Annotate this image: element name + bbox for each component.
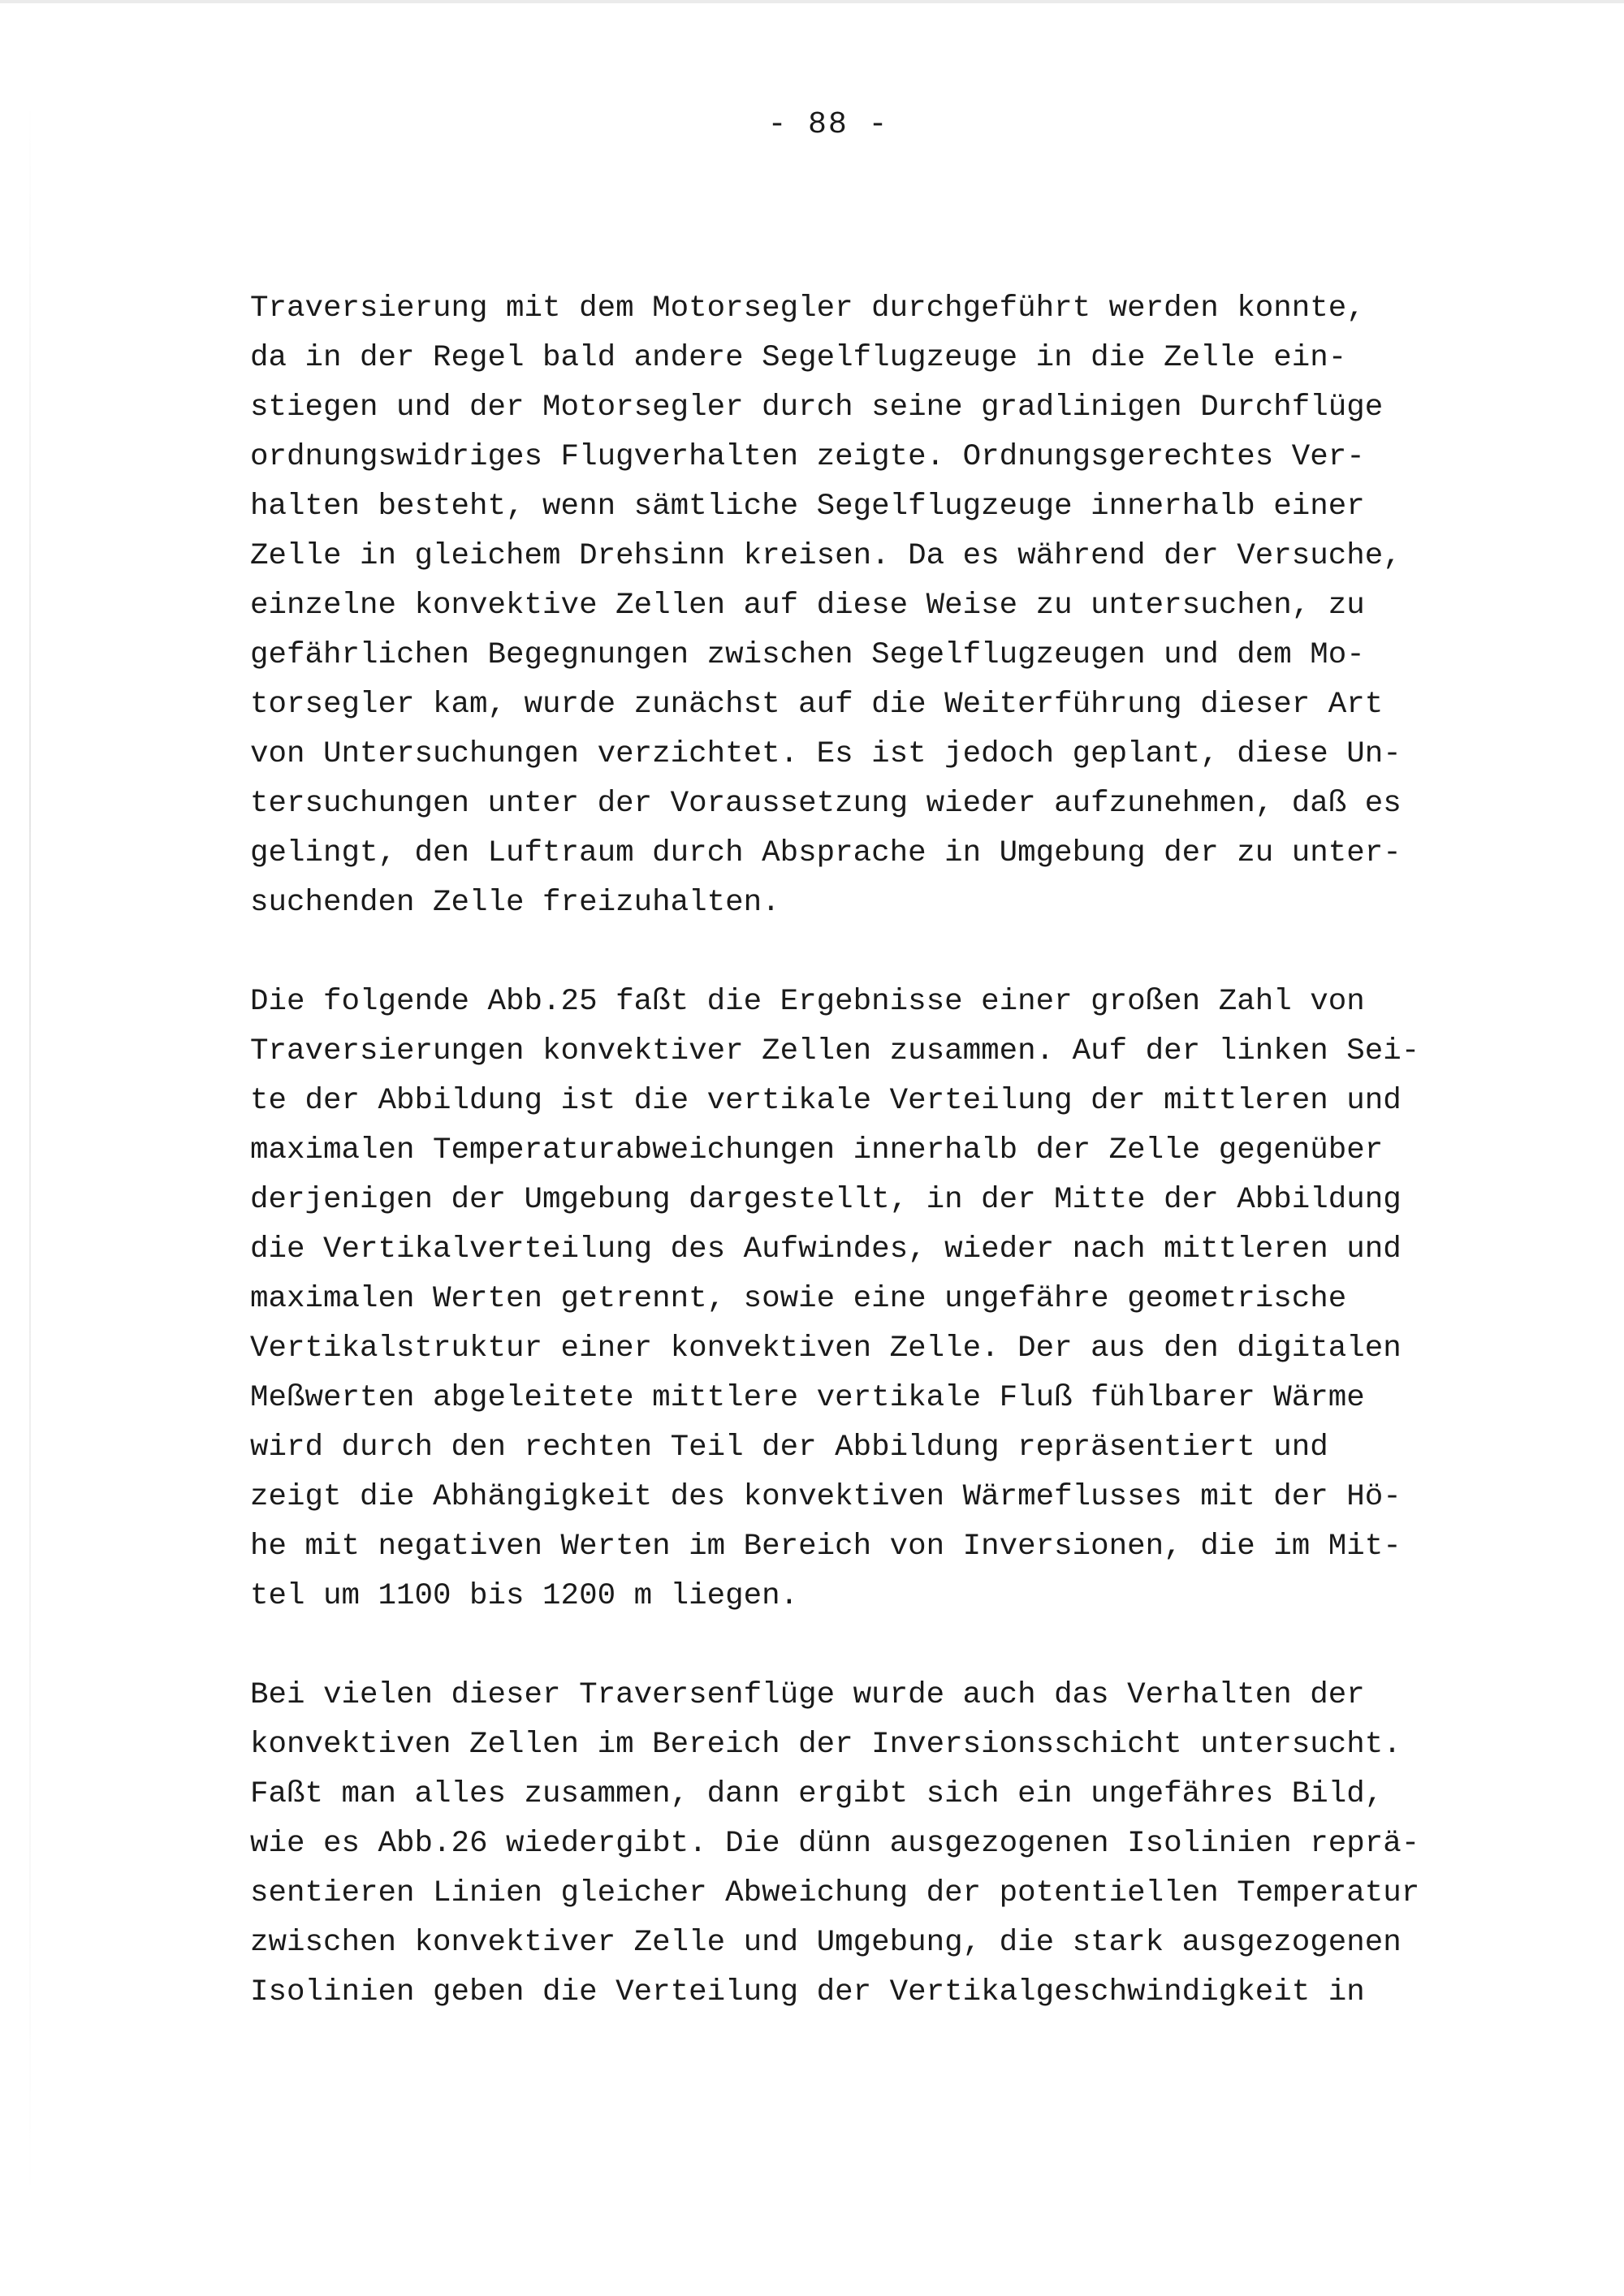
text-line: maximalen Temperaturabweichungen innerhalb der Zelle gegenüber — [250, 1133, 1384, 1167]
text-line: Traversierungen konvektiver Zellen zusammen. Auf der linken Sei- — [250, 1034, 1420, 1068]
text-line: einzelne konvektive Zellen auf diese Weise zu untersuchen, zu — [250, 589, 1365, 623]
text-line: Zelle in gleichem Drehsinn kreisen. Da es während der Versuche, — [250, 539, 1402, 573]
text-line: gefährlichen Begegnungen zwischen Segelflugzeugen und dem Mo- — [250, 638, 1365, 672]
paragraph-1 — [250, 284, 1517, 928]
text-line: Die folgende Abb.25 faßt die Ergebnisse einer großen Zahl von — [250, 985, 1365, 1019]
text-line: sentieren Linien gleicher Abweichung der potentiellen Temperatur — [250, 1876, 1420, 1910]
text-line: ordnungswidriges Flugverhalten zeigte. Ordnungsgerechtes Ver- — [250, 440, 1365, 474]
text-line: wie es Abb.26 wiedergibt. Die dünn ausgezogenen Isolinien reprä- — [250, 1827, 1420, 1861]
text-line: zeigt die Abhängigkeit des konvektiven Wärmeflusses mit der Hö- — [250, 1480, 1402, 1514]
paragraph-3 — [250, 1671, 1517, 2018]
page-number: - 88 - — [767, 107, 889, 142]
text-line: derjenigen der Umgebung dargestellt, in der Mitte der Abbildung — [250, 1183, 1402, 1217]
page-top-edge — [0, 0, 1624, 3]
text-line: he mit negativen Werten im Bereich von Inversionen, die im Mit- — [250, 1530, 1402, 1564]
text-line: torsegler kam, wurde zunächst auf die Weiterführung dieser Art — [250, 688, 1384, 722]
text-line: da in der Regel bald andere Segelflugzeuge in die Zelle ein- — [250, 341, 1347, 375]
text-line: maximalen Werten getrennt, sowie eine ungefähre geometrische — [250, 1282, 1347, 1316]
text-line: gelingt, den Luftraum durch Absprache in Umgebung der zu unter- — [250, 836, 1402, 870]
text-line: tel um 1100 bis 1200 m liegen. — [250, 1579, 799, 1613]
text-line: te der Abbildung ist die vertikale Verteilung der mittleren und — [250, 1084, 1402, 1118]
text-line: die Vertikalverteilung des Aufwindes, wieder nach mittleren und — [250, 1232, 1402, 1267]
scan-edge-line — [29, 97, 31, 2208]
text-line: Traversierung mit dem Motorsegler durchgeführt werden konnte, — [250, 291, 1365, 326]
text-line: Meßwerten abgeleitete mittlere vertikale Fluß fühlbarer Wärme — [250, 1381, 1365, 1415]
text-line: Isolinien geben die Verteilung der Vertikalgeschwindigkeit in — [250, 1975, 1365, 2009]
text-line: wird durch den rechten Teil der Abbildung repräsentiert und — [250, 1431, 1328, 1465]
text-line: von Untersuchungen verzichtet. Es ist jedoch geplant, diese Un- — [250, 737, 1402, 771]
paragraph-2 — [250, 978, 1517, 1621]
body-text — [250, 284, 1517, 2067]
text-line: Faßt man alles zusammen, dann ergibt sich ein ungefähres Bild, — [250, 1777, 1384, 1811]
text-line: halten besteht, wenn sämtliche Segelflugzeuge innerhalb einer — [250, 490, 1365, 524]
text-line: Bei vielen dieser Traversenflüge wurde auch das Verhalten der — [250, 1678, 1365, 1712]
text-line: stiegen und der Motorsegler durch seine gradlinigen Durchflüge — [250, 391, 1384, 425]
text-line: Vertikalstruktur einer konvektiven Zelle. Der aus den digitalen — [250, 1331, 1402, 1366]
text-line: zwischen konvektiver Zelle und Umgebung, die stark ausgezogenen — [250, 1926, 1402, 1960]
text-line: tersuchungen unter der Voraussetzung wieder aufzunehmen, daß es — [250, 787, 1402, 821]
text-line: suchenden Zelle freizuhalten. — [250, 886, 780, 920]
text-line: konvektiven Zellen im Bereich der Inversionsschicht untersucht. — [250, 1728, 1402, 1762]
